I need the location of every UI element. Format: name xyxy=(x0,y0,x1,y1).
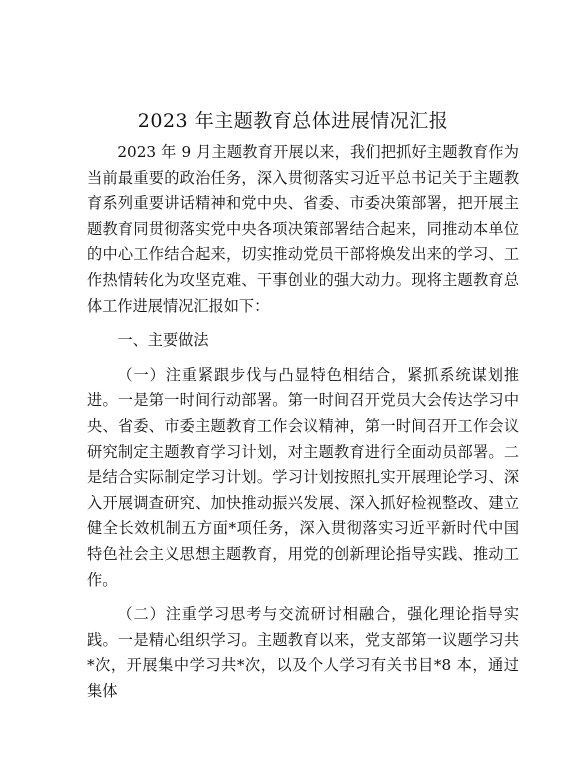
body-paragraph: （一）注重紧跟步伐与凸显特色相结合，紧抓系统谋划推进。一是第一时间行动部署。第一时间召开党员大会传达学习中央、省委、市委主题教育工作会议精神，第一时间召开工作会议研究制定主题教育学习计划，对主题教育进行全面动员部署。二是结合实际制定学习计划。学习计划按照扎实开展理论学习、深入开展调查研究、加快推动振兴发展、深入抓好检视整改、建立健全长效机制五方面*项任务，深入贯彻落实习近平新时代中国特色社会主义思想主题教育，用党的创新理论指导实践、推动工作。 xyxy=(87,365,519,589)
body-paragraph: （二）注重学习思考与交流研讨相融合，强化理论指导实践。一是精心组织学习。主题教育以来，党支部第一议题学习共*次，开展集中学习共*次，以及个人学习有关书目*8 本，通过集体 xyxy=(87,605,519,700)
section-heading: 一、主要做法 xyxy=(117,331,209,350)
document-title: 2023 年主题教育总体进展情况汇报 xyxy=(137,110,449,132)
document-body xyxy=(87,140,519,704)
intro-paragraph: 2023 年 9 月主题教育开展以来，我们把抓好主题教育作为当前最重要的政治任务，深入贯彻落实习近平总书记关于主题教育系列重要讲话精神和党中央、省委、市委决策部署，把开展主题教育同贯彻落实党中央各项决策部署结合起来，同推动本单位的中心工作结合起来，切实推动党员干部将焕发出来的学习、工作热情转化为攻坚克难、干事创业的强大动力。现将主题教育总体工作进展情况汇报如下： xyxy=(87,143,519,315)
